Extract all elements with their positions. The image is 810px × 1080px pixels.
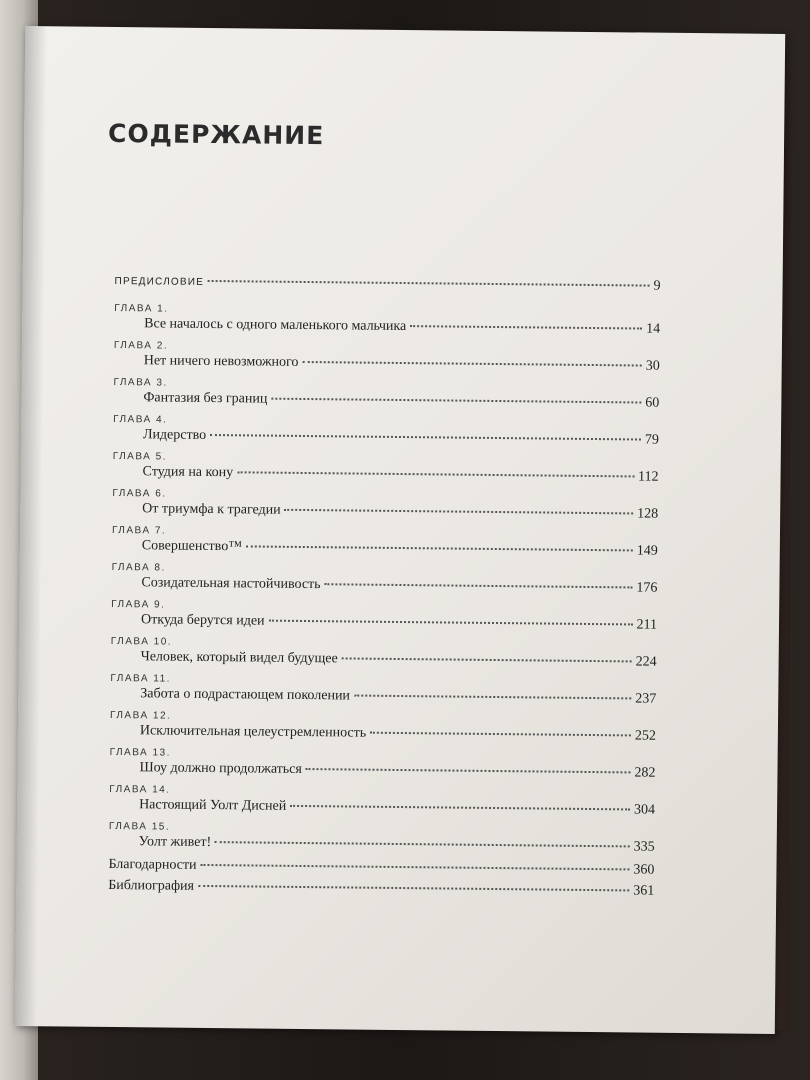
leader-dots	[246, 545, 633, 551]
leader-dots	[198, 885, 629, 892]
leader-dots	[342, 657, 632, 662]
chapter-label: ГЛАВА 3.	[113, 376, 168, 389]
chapter-label: ГЛАВА 2.	[113, 339, 169, 352]
toc-chapter-group	[112, 487, 658, 528]
toc-chapter-group	[109, 820, 655, 861]
chapter-label: ГЛАВА 11.	[110, 672, 172, 685]
leader-dots	[285, 509, 634, 515]
toc-entry	[110, 723, 656, 750]
toc-entry	[114, 353, 660, 380]
toc-chapter-group	[112, 450, 658, 491]
toc-entry-title: Настоящий Уолт Дисней	[139, 797, 287, 814]
leader-dots	[370, 732, 631, 737]
page-title: СОДЕРЖАНИЕ	[107, 118, 325, 151]
toc-page-number: 149	[636, 543, 658, 559]
toc-page-number: 30	[645, 358, 660, 374]
leader-dots	[354, 695, 631, 700]
toc-entry-title: Исключительная целеустремленность	[139, 723, 367, 741]
toc-page-number: 282	[634, 765, 656, 781]
toc-page-number: 14	[646, 321, 661, 337]
leader-dots	[306, 768, 631, 773]
toc-entry-title: Человек, который видел будущее	[140, 649, 338, 667]
leader-dots	[215, 841, 630, 847]
toc-chapter-group	[114, 302, 660, 343]
chapter-label: ГЛАВА 9.	[111, 598, 166, 611]
toc-entry-title: Студия на кону	[142, 464, 234, 481]
chapter-label: ГЛАВА 14.	[109, 783, 171, 796]
toc-page-number: 211	[636, 617, 658, 633]
toc-page-number: 60	[645, 395, 660, 411]
toc-entry-title: Лидерство	[142, 427, 207, 443]
toc-entry-title: ПРЕДИСЛОВИЕ	[114, 275, 205, 288]
chapter-label: ГЛАВА 10.	[110, 635, 173, 648]
toc-entry	[114, 316, 660, 343]
toc-entry	[112, 464, 658, 491]
leader-dots	[325, 583, 633, 588]
toc-entry	[109, 760, 655, 787]
leader-dots	[302, 361, 641, 367]
chapter-label: ГЛАВА 7.	[111, 524, 167, 537]
toc-entry-title: Совершенство™	[141, 538, 243, 555]
toc-entry	[110, 686, 656, 713]
toc-entry-title: Забота о подрастающем поколении	[140, 686, 351, 704]
chapter-label: ГЛАВА 8.	[111, 561, 166, 574]
toc-chapter-group	[110, 672, 656, 713]
leader-dots	[410, 325, 642, 329]
toc-entry-title: Созидательная настойчивость	[141, 575, 321, 593]
leader-dots	[208, 280, 650, 287]
toc-page-number: 128	[637, 506, 659, 522]
toc-chapter-group	[112, 524, 658, 565]
toc-chapter-group	[110, 709, 656, 750]
chapter-label: ГЛАВА 4.	[113, 413, 168, 426]
toc-page-number: 224	[635, 654, 657, 670]
chapter-label: ГЛАВА 5.	[112, 450, 168, 463]
leader-dots	[271, 398, 641, 404]
toc-entry	[113, 390, 659, 417]
leader-dots	[269, 620, 633, 626]
toc-entry	[113, 427, 659, 454]
toc-page-number: 79	[644, 432, 660, 448]
toc-entry-title: Благодарности	[108, 856, 197, 873]
book-page	[15, 26, 785, 1034]
toc-entry	[111, 649, 657, 676]
toc-entry-title: Уолт живет!	[138, 834, 212, 851]
toc-entry	[112, 538, 658, 565]
toc-page-number: 176	[636, 580, 658, 596]
toc-entry	[111, 612, 657, 639]
toc-entry-title: Библиография	[108, 877, 195, 894]
toc-page-number: 9	[653, 278, 661, 294]
leader-dots	[290, 805, 630, 811]
toc-entry-preface	[114, 273, 660, 302]
chapter-label: ГЛАВА 6.	[112, 487, 167, 500]
toc-entry-back-matter	[108, 878, 654, 905]
toc-chapter-group	[113, 376, 659, 417]
toc-chapter-group	[114, 339, 660, 380]
toc-chapter-group	[111, 635, 657, 676]
chapter-label: ГЛАВА 15.	[108, 820, 171, 833]
toc-chapter-group	[111, 561, 657, 602]
leader-dots	[237, 471, 634, 477]
toc-page-number: 304	[634, 802, 656, 818]
chapter-list	[109, 302, 661, 861]
toc-entry	[112, 501, 658, 528]
toc-entry-title: Шоу должно продолжаться	[139, 760, 302, 777]
toc-page-number: 112	[638, 469, 659, 485]
toc-page-number: 335	[633, 839, 655, 855]
chapter-label: ГЛАВА 1.	[114, 302, 169, 315]
toc-entry-title: Нет ничего невозможного	[143, 353, 299, 370]
toc-entry-title: От триумфа к трагедии	[142, 501, 281, 518]
back-matter-list	[108, 857, 654, 905]
toc-chapter-group	[111, 598, 657, 639]
chapter-label: ГЛАВА 13.	[109, 746, 171, 759]
toc-page-number: 361	[633, 883, 655, 899]
toc-entry-title: Фантазия без границ	[143, 390, 268, 407]
toc-page-number: 237	[635, 691, 657, 707]
toc-chapter-group	[109, 783, 655, 824]
toc-entry	[111, 575, 657, 602]
toc-chapter-group	[113, 413, 659, 454]
toc-chapter-group	[109, 746, 655, 787]
toc-entry-title: Откуда берутся идеи	[140, 612, 265, 629]
toc-entry	[109, 834, 655, 861]
table-of-contents	[108, 273, 661, 905]
leader-dots	[201, 864, 630, 870]
toc-page-number: 252	[634, 728, 656, 744]
toc-page-number: 360	[633, 862, 655, 878]
toc-entry-title: Все началось с одного маленького мальчика	[144, 316, 407, 335]
chapter-label: ГЛАВА 12.	[109, 709, 172, 722]
toc-entry	[109, 797, 655, 824]
leader-dots	[210, 434, 641, 441]
